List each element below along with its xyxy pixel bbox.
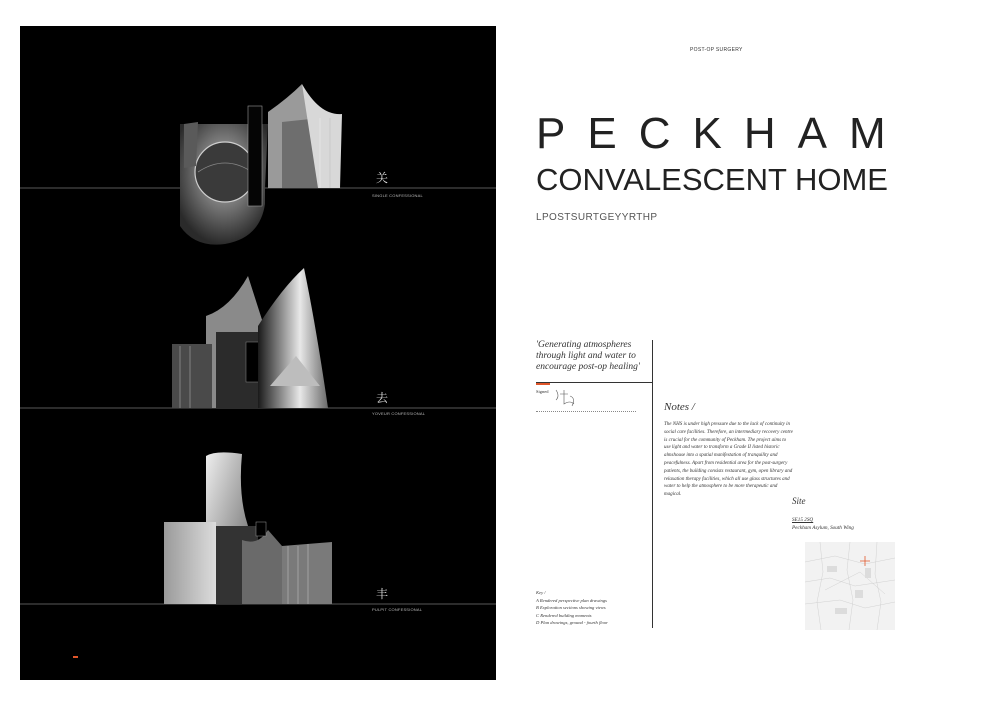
key-item: A Rendered perspective plan drawings xyxy=(536,597,607,603)
drawings-panel xyxy=(20,26,496,680)
page-title-line2: CONVALESCENT HOME xyxy=(536,162,888,197)
key-title: Key / xyxy=(536,590,546,595)
site-map xyxy=(805,542,895,630)
section-drawing-pulpit xyxy=(164,452,332,604)
site-details xyxy=(792,516,854,532)
signature xyxy=(550,386,580,410)
section-glyph-1: 关 xyxy=(376,171,389,185)
column-divider xyxy=(652,340,653,628)
quote-divider xyxy=(536,382,652,383)
quote-text: 'Generating atmospheres through light and water to encourage post-op healing' xyxy=(536,340,640,372)
site-location: Peckham Asylum, South Wing xyxy=(792,525,854,531)
key-list xyxy=(536,589,608,627)
site-title: Site xyxy=(792,496,806,506)
page-subtitle: LPOSTSURTGEYYRTHP xyxy=(536,212,658,223)
site-postcode: SE15 2SQ xyxy=(792,517,814,523)
accent-bar xyxy=(536,383,550,385)
signature-line xyxy=(536,411,636,412)
section-label-single: SINGLE CONFESSIONAL xyxy=(372,193,423,198)
notes-title: Notes / xyxy=(664,401,695,413)
top-caption: POST-OP SURGERY xyxy=(690,47,743,53)
site-marker-icon xyxy=(860,556,870,566)
section-drawing-single xyxy=(180,84,342,245)
section-label-yoveur: YOVEUR CONFESSIONAL xyxy=(372,411,426,416)
key-item: B Exploration sections showing views xyxy=(536,605,606,611)
signed-label: Signed xyxy=(536,389,549,394)
section-drawings xyxy=(20,26,496,680)
key-item: D Plan drawings, ground - fourth floor xyxy=(536,620,608,626)
section-glyph-2: 去 xyxy=(376,391,389,405)
page-title-line1: PECKHAM xyxy=(536,109,908,158)
section-label-pulpit: PULPIT CONFESSIONAL xyxy=(372,607,423,612)
key-item: C Rendered building moments xyxy=(536,612,592,618)
section-drawing-yoveur xyxy=(172,268,328,408)
notes-body: The NHS is under high pressure due to the lack of continuity in social care facilities. Therefore, an intermediary recovery centre is crucial for the community of Peckham. The project aims to use light and water to transform a Grade II listed historic almshouse into a spatial manifestation of tranquility and peacefulness. Apart from residential area for the post-surgery patients, the building consists restaurant, gym, open library and relaxation therapy facilities, which all use glass structures and water to help the atmosphere to be more therapeutic and magical. xyxy=(664,422,793,498)
site-map-drawing xyxy=(805,542,895,630)
section-glyph-3: 丰 xyxy=(376,587,389,601)
panel-orange-mark xyxy=(73,656,78,658)
